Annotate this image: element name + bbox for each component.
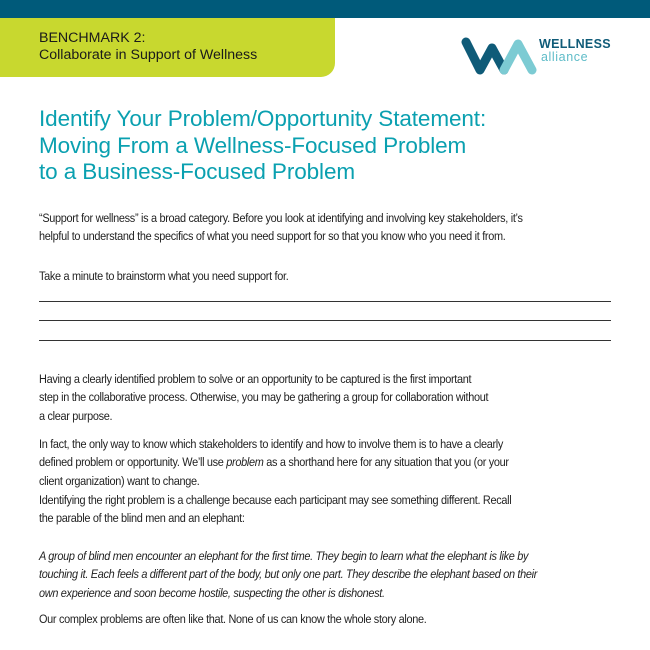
emphasis: problem bbox=[226, 455, 264, 470]
text-line: a clear purpose. bbox=[39, 408, 113, 423]
text-line: Identifying the right problem is a challenge because each participant may see something different. Recall bbox=[39, 493, 512, 507]
benchmark-label: BENCHMARK 2: bbox=[39, 30, 146, 46]
paragraph bbox=[39, 370, 619, 425]
wa-monogram-icon bbox=[460, 36, 542, 76]
text-span: as a shorthand here for any situation that you (or your bbox=[263, 455, 509, 470]
text-line: touching it. Each feels a different part of the body, but only one part. They describe the elephant based on their bbox=[39, 567, 538, 582]
answer-line[interactable] bbox=[39, 301, 611, 302]
text-span: defined problem or opportunity. We’ll use bbox=[39, 455, 227, 470]
title-line: Identify Your Problem/Opportunity Statement: bbox=[39, 106, 487, 131]
paragraph bbox=[39, 435, 619, 490]
benchmark-tab bbox=[0, 18, 335, 77]
text-line: step in the collaborative process. Otherwise, you may be gathering a group for collaboration without bbox=[39, 390, 489, 405]
brainstorm-prompt bbox=[39, 267, 619, 285]
text-line: the parable of the blind men and an elephant: bbox=[39, 511, 245, 526]
logo-wellness: WELLNESS bbox=[539, 37, 611, 51]
answer-line[interactable] bbox=[39, 340, 611, 341]
answer-line[interactable] bbox=[39, 320, 611, 321]
text-line bbox=[39, 453, 620, 471]
text-line: Our complex problems are often like that. None of us can know the whole story alone. bbox=[39, 612, 427, 626]
text-line: “Support for wellness” is a broad category. Before you look at identifying and involving key stakeholders, it’s bbox=[39, 211, 523, 225]
wellness-alliance-logo bbox=[460, 36, 620, 76]
title-line: to a Business-Focused Problem bbox=[39, 159, 356, 184]
logo-alliance: alliance bbox=[541, 50, 589, 64]
parable-quote bbox=[39, 547, 619, 602]
intro-paragraph bbox=[39, 209, 619, 246]
title-line: Moving From a Wellness-Focused Problem bbox=[39, 132, 467, 158]
paragraph bbox=[39, 610, 619, 628]
text-line: Take a minute to brainstorm what you need support for. bbox=[39, 269, 289, 283]
text-line: own experience and soon become hostile, suspecting the other is dishonest. bbox=[39, 585, 385, 600]
text-line: Having a clearly identified problem to solve or an opportunity to be captured is the first important bbox=[39, 372, 472, 386]
benchmark-title: Collaborate in Support of Wellness bbox=[39, 47, 258, 63]
text-line: A group of blind men encounter an elephant for the first time. They begin to learn what the elephant is like by bbox=[39, 549, 529, 563]
paragraph bbox=[39, 491, 619, 528]
text-line: In fact, the only way to know which stakeholders to identify and how to involve them is to have a clearly bbox=[39, 437, 504, 451]
text-line: client organization) want to change. bbox=[39, 473, 200, 488]
page-title bbox=[39, 106, 619, 186]
top-bar bbox=[0, 0, 650, 18]
text-line: helpful to understand the specifics of what you need support for so that you know who you need it from. bbox=[39, 229, 506, 244]
